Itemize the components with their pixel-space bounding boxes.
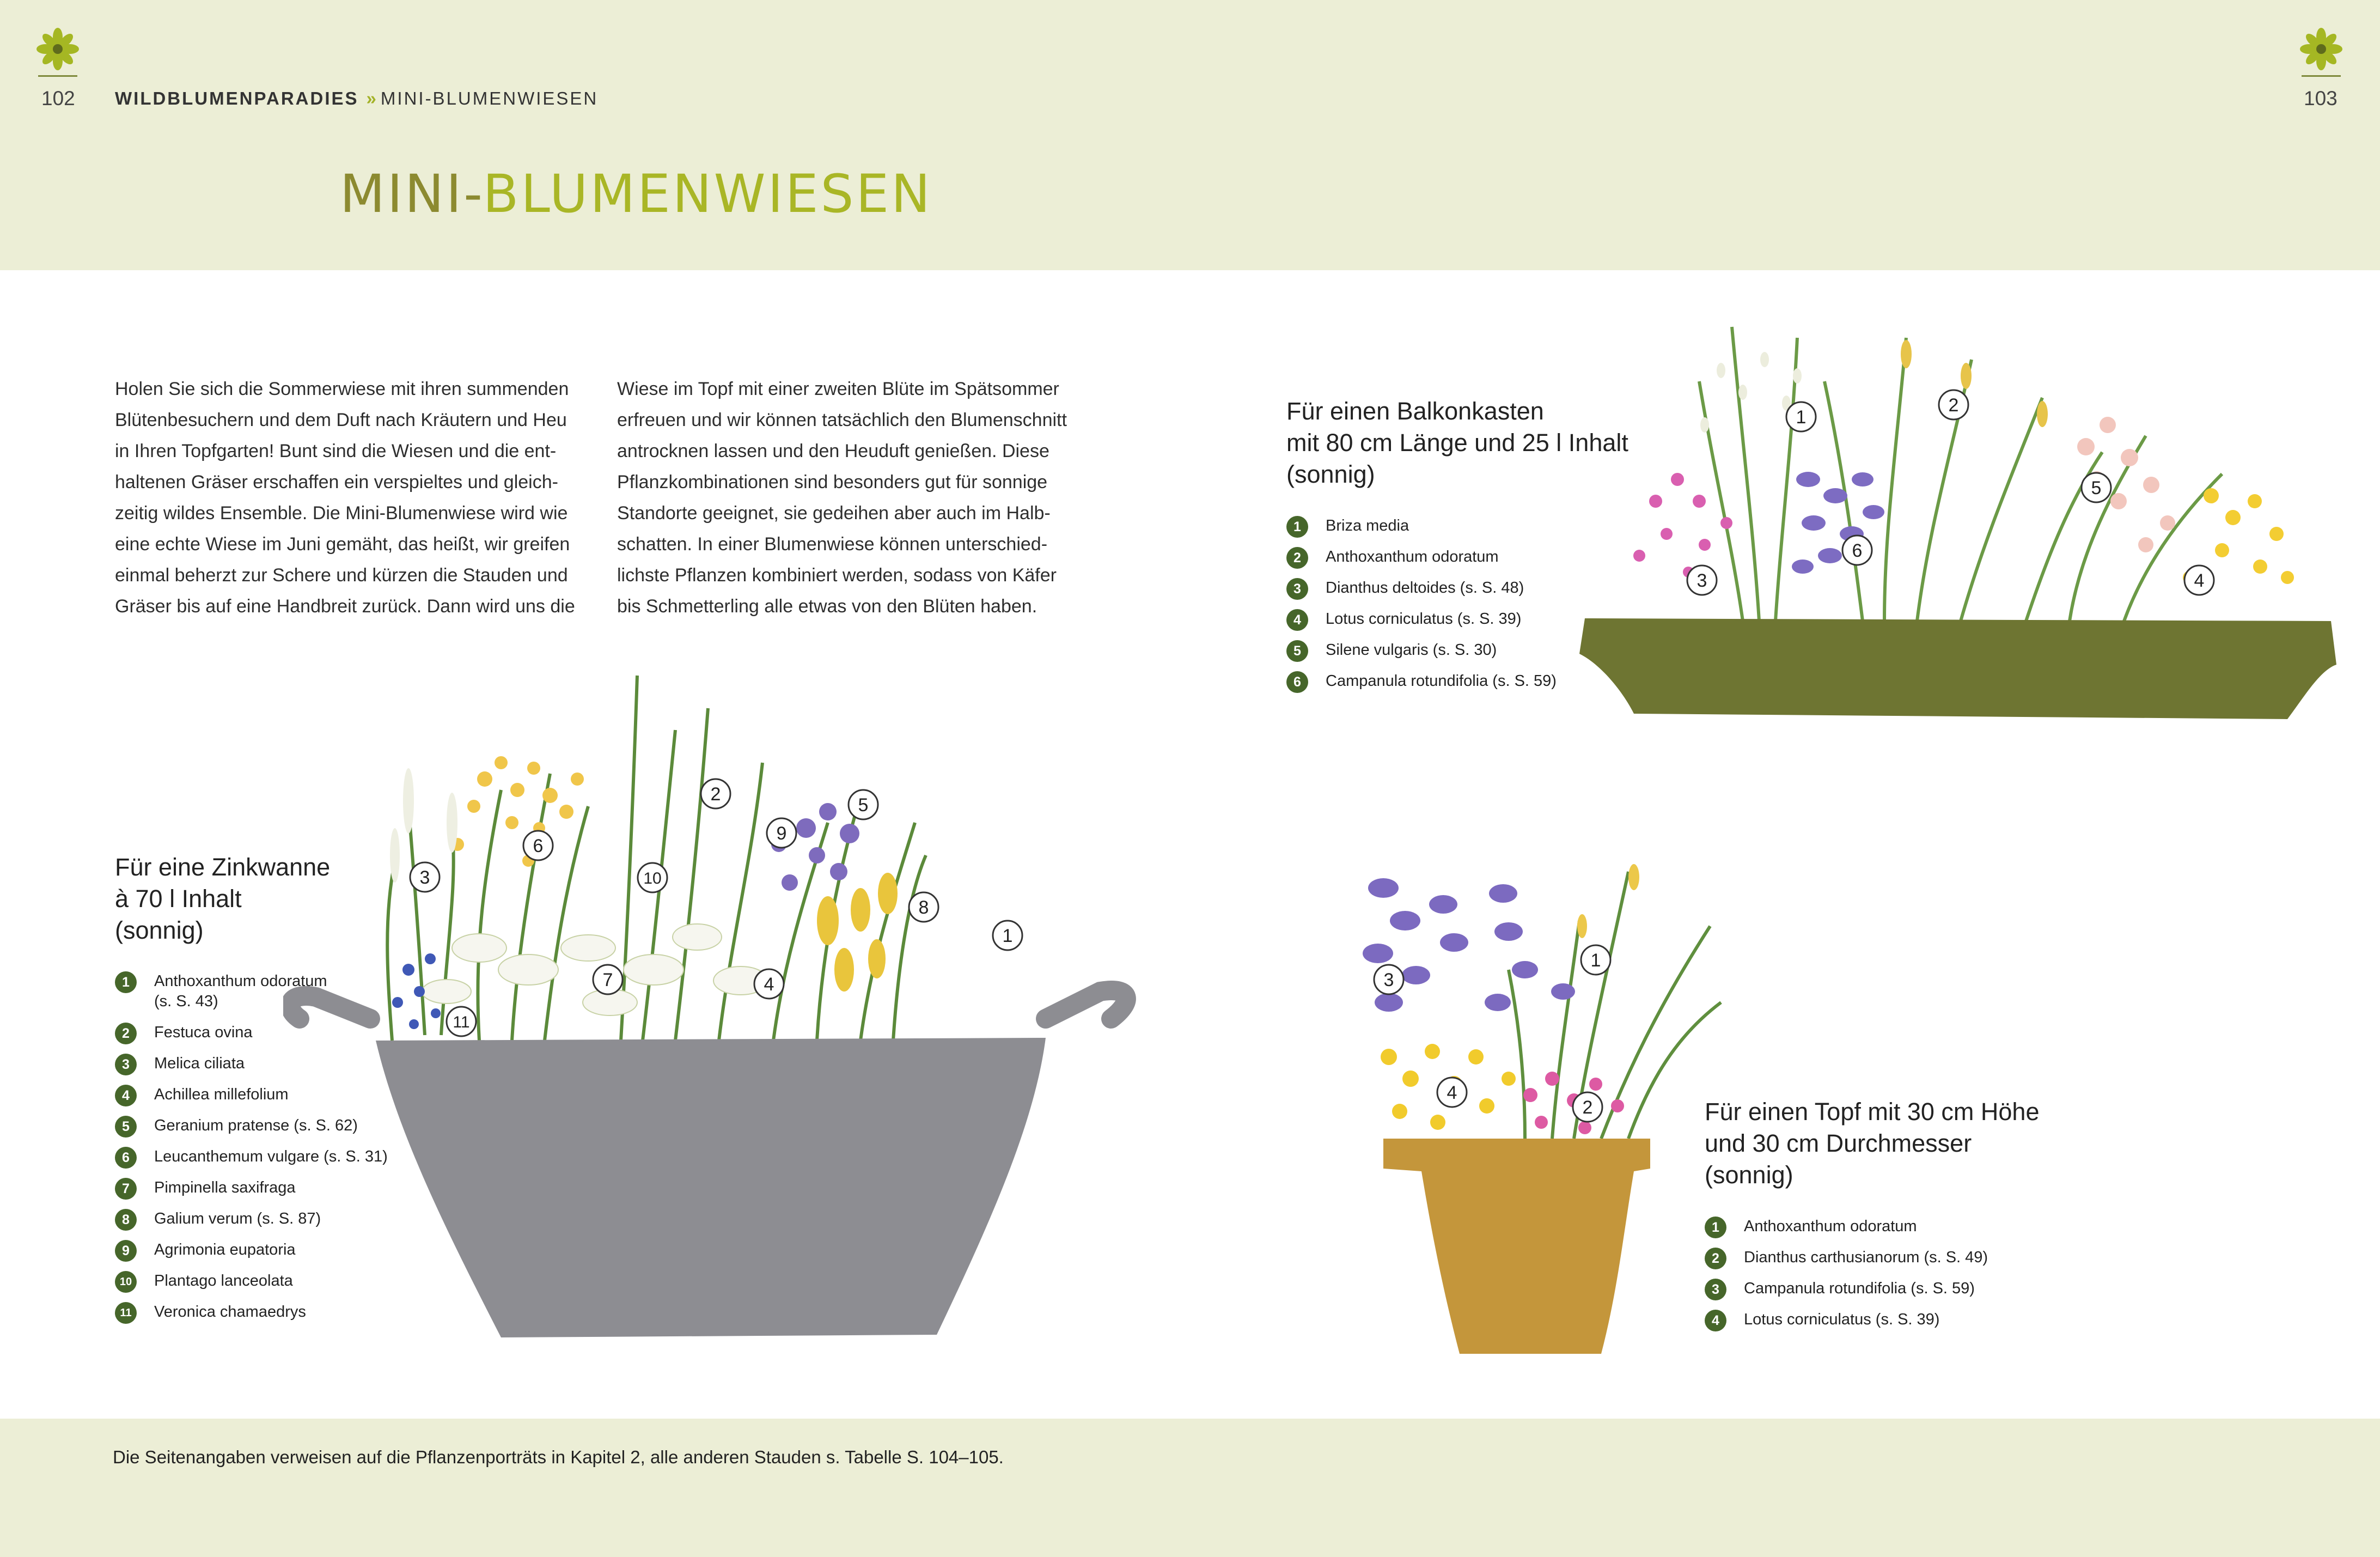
grass-spikelets (1901, 340, 2048, 427)
text-line: Pflanzkombinationen sind besonders gut für sonnige (617, 472, 1048, 492)
svg-text:1: 1 (1590, 950, 1601, 971)
text-line: einmal beherzt zur Schere und kürzen die Stauden und (115, 565, 568, 586)
number-badge: 3 (115, 1054, 137, 1075)
svg-text:4: 4 (1447, 1082, 1457, 1103)
heading-line: à 70 l Inhalt (115, 885, 242, 913)
legend-item (1286, 609, 1557, 629)
svg-text:3: 3 (1383, 970, 1394, 990)
svg-text:4: 4 (764, 974, 774, 995)
galium-flowers (817, 873, 898, 992)
zinc-tub-illustration (283, 665, 1155, 1351)
balcony-box-illustration (1579, 316, 2342, 735)
page-title (340, 163, 932, 224)
text-line: zeitig wildes Ensemble. Die Mini-Blumenwiese wird wie (115, 503, 568, 524)
svg-text:5: 5 (858, 795, 869, 816)
balcony-box (1579, 618, 2336, 719)
number-badge: 5 (115, 1116, 137, 1138)
svg-text:5: 5 (2091, 478, 2102, 498)
svg-text:2: 2 (710, 784, 721, 805)
text-line: Blütenbesuchern und dem Duft nach Kräutern und Heu (115, 410, 567, 430)
legend-label: Leucanthemum vulgare (s. S. 31) (154, 1148, 388, 1165)
text-line: Holen Sie sich die Sommerwiese mit ihren summenden (115, 379, 569, 399)
text-line: antrocknen lassen und den Heuduft genießen. Diese (617, 441, 1049, 461)
legend-label: Agrimonia eupatoria (154, 1241, 296, 1258)
tub-handle-left (290, 996, 370, 1019)
number-badge: 4 (1705, 1310, 1726, 1331)
topf-heading (1705, 1096, 2039, 1191)
plant-stems (1509, 872, 1721, 1139)
header-band (0, 0, 2380, 270)
number-badge: 2 (115, 1023, 137, 1044)
svg-text:7: 7 (602, 970, 613, 990)
footnote: Die Seitenangaben verweisen auf die Pflanzenporträts in Kapitel 2, alle anderen Stauden s. Tabelle S. 104–105. (113, 1447, 1004, 1467)
svg-text:6: 6 (533, 836, 544, 856)
legend-item (1286, 640, 1557, 660)
footer-band (0, 1419, 2380, 1557)
breadcrumb-subsection: MINI-BLUMENWIESEN (380, 88, 599, 108)
legend-label: Briza media (1326, 517, 1409, 534)
svg-text:4: 4 (2194, 570, 2205, 591)
intro-column-2 (617, 374, 1096, 622)
number-badge: 5 (1286, 640, 1308, 662)
flower-ornament-icon (2299, 27, 2343, 71)
svg-text:1: 1 (1002, 926, 1013, 946)
number-badge: 2 (1705, 1248, 1726, 1269)
text-line: haltenen Gräser erschaffen ein verspieltes und gleich- (115, 472, 558, 492)
legend-label: Anthoxanthum odoratum (1744, 1218, 1917, 1235)
heading-line: (sonnig) (1286, 460, 1375, 488)
heading-line: Für einen Topf mit 30 cm Höhe (1705, 1098, 2040, 1126)
legend-label: Festuca ovina (154, 1024, 253, 1041)
legend-label: Pimpinella saxifraga (154, 1179, 296, 1196)
legend-item (1705, 1217, 1988, 1237)
breadcrumb-section: WILDBLUMENPARADIES (115, 88, 359, 108)
white-flowers (422, 924, 768, 1015)
balkonkasten-legend (1286, 516, 1557, 702)
number-badge: 6 (115, 1147, 137, 1169)
grass-spikelets (1577, 864, 1639, 938)
number-badge: 8 (115, 1209, 137, 1231)
tub-handle-right (1046, 990, 1126, 1019)
flower-ornament-icon (36, 27, 80, 71)
number-badge: 2 (1286, 547, 1308, 569)
legend-item (1705, 1248, 1988, 1268)
svg-text:11: 11 (453, 1013, 470, 1031)
svg-text:8: 8 (918, 897, 929, 918)
callout-markers (1687, 390, 2214, 595)
number-badge: 10 (115, 1271, 137, 1293)
heading-line: mit 80 cm Länge und 25 l Inhalt (1286, 429, 1628, 457)
number-badge: 3 (1286, 578, 1308, 600)
legend-label: Anthoxanthum odoratum (1326, 548, 1499, 565)
topf-legend (1705, 1217, 1988, 1341)
campanula-flowers (1792, 472, 1884, 574)
heading-line: (sonnig) (1705, 1161, 1793, 1189)
text-line: Standorte geeignet, sie gedeihen aber auch im Halb- (617, 503, 1051, 524)
legend-label: Veronica chamaedrys (154, 1303, 306, 1321)
balkonkasten-heading (1286, 396, 1628, 490)
legend-label: Achillea millefolium (154, 1086, 289, 1103)
svg-text:6: 6 (1852, 540, 1863, 561)
legend-label: Plantago lanceolata (154, 1272, 293, 1290)
legend-label: Lotus corniculatus (s. S. 39) (1744, 1311, 1940, 1328)
svg-text:10: 10 (643, 869, 662, 887)
legend-sublabel: (s. S. 43) (154, 993, 218, 1010)
number-badge: 3 (1705, 1279, 1726, 1300)
legend-label: Lotus corniculatus (s. S. 39) (1326, 610, 1522, 628)
legend-label: Silene vulgaris (s. S. 30) (1326, 641, 1497, 659)
legend-item (1286, 671, 1557, 691)
legend-item (1286, 547, 1557, 567)
svg-text:3: 3 (1696, 570, 1707, 591)
text-line: Gräser bis auf eine Handbreit zurück. Dann wird uns die (115, 596, 575, 617)
text-line: erfreuen und wir können tatsächlich den Blumenschnitt (617, 410, 1067, 430)
breadcrumb (115, 88, 598, 109)
legend-item (1705, 1279, 1988, 1299)
text-line: Wiese im Topf mit einer zweiten Blüte im Spätsommer (617, 379, 1059, 399)
number-badge: 11 (115, 1302, 137, 1324)
text-line: bis Schmetterling alle etwas von den Blüten haben. (617, 596, 1038, 617)
svg-text:1: 1 (1796, 407, 1807, 428)
chevron-right-icon: » (366, 88, 373, 108)
svg-text:3: 3 (419, 867, 430, 888)
legend-item (1286, 578, 1557, 598)
svg-text:9: 9 (776, 823, 787, 844)
text-line: lichste Pflanzen kombiniert werden, sodass von Käfer (617, 565, 1057, 586)
legend-label: Campanula rotundifolia (s. S. 59) (1326, 672, 1557, 690)
number-badge: 6 (1286, 671, 1308, 693)
text-line: eine echte Wiese im Juni gemäht, das heißt, wir greifen (115, 534, 570, 555)
heading-line: Für einen Balkonkasten (1286, 397, 1544, 425)
title-part-blumenwiesen: BLUMENWIESEN (483, 163, 932, 224)
svg-text:2: 2 (1948, 395, 1959, 416)
number-badge: 1 (115, 971, 137, 993)
intro-column-1 (115, 374, 594, 622)
yellow-flowers (451, 756, 584, 867)
legend-label: Dianthus carthusianorum (s. S. 49) (1744, 1249, 1988, 1266)
page-number-right: 103 (2304, 87, 2338, 110)
number-badge: 7 (115, 1178, 137, 1200)
svg-text:2: 2 (1582, 1097, 1593, 1118)
title-part-mini: MINI- (340, 163, 483, 224)
legend-label: Campanula rotundifolia (s. S. 59) (1744, 1280, 1975, 1297)
legend-item (1705, 1310, 1988, 1330)
plant-stems (1696, 327, 2222, 621)
number-badge: 1 (1286, 516, 1308, 538)
legend-item (1286, 516, 1557, 536)
number-badge: 4 (1286, 609, 1308, 631)
callout-markers (410, 779, 1022, 1036)
legend-label: Melica ciliata (154, 1055, 245, 1072)
number-badge: 1 (1705, 1217, 1726, 1238)
zinc-tub (376, 1038, 1046, 1337)
terracotta-pot-illustration (1345, 861, 1732, 1362)
legend-label: Anthoxanthum odoratum (154, 972, 327, 990)
legend-label: Galium verum (s. S. 87) (154, 1210, 321, 1227)
text-line: in Ihren Topfgarten! Bunt sind die Wiesen und die ent- (115, 441, 557, 461)
text-line: schatten. In einer Blumenwiese können unterschied- (617, 534, 1048, 555)
legend-label: Dianthus deltoides (s. S. 48) (1326, 579, 1524, 597)
legend-label: Geranium pratense (s. S. 62) (154, 1117, 358, 1134)
heading-line: und 30 cm Durchmesser (1705, 1129, 1972, 1157)
number-badge: 4 (115, 1085, 137, 1106)
heading-line: (sonnig) (115, 916, 204, 944)
ornament-line (38, 75, 77, 77)
number-badge: 9 (115, 1240, 137, 1262)
terracotta-pot (1383, 1139, 1650, 1354)
heading-line: Für eine Zinkwanne (115, 853, 331, 881)
ornament-line (2302, 75, 2341, 77)
page-number-left: 102 (41, 87, 75, 110)
